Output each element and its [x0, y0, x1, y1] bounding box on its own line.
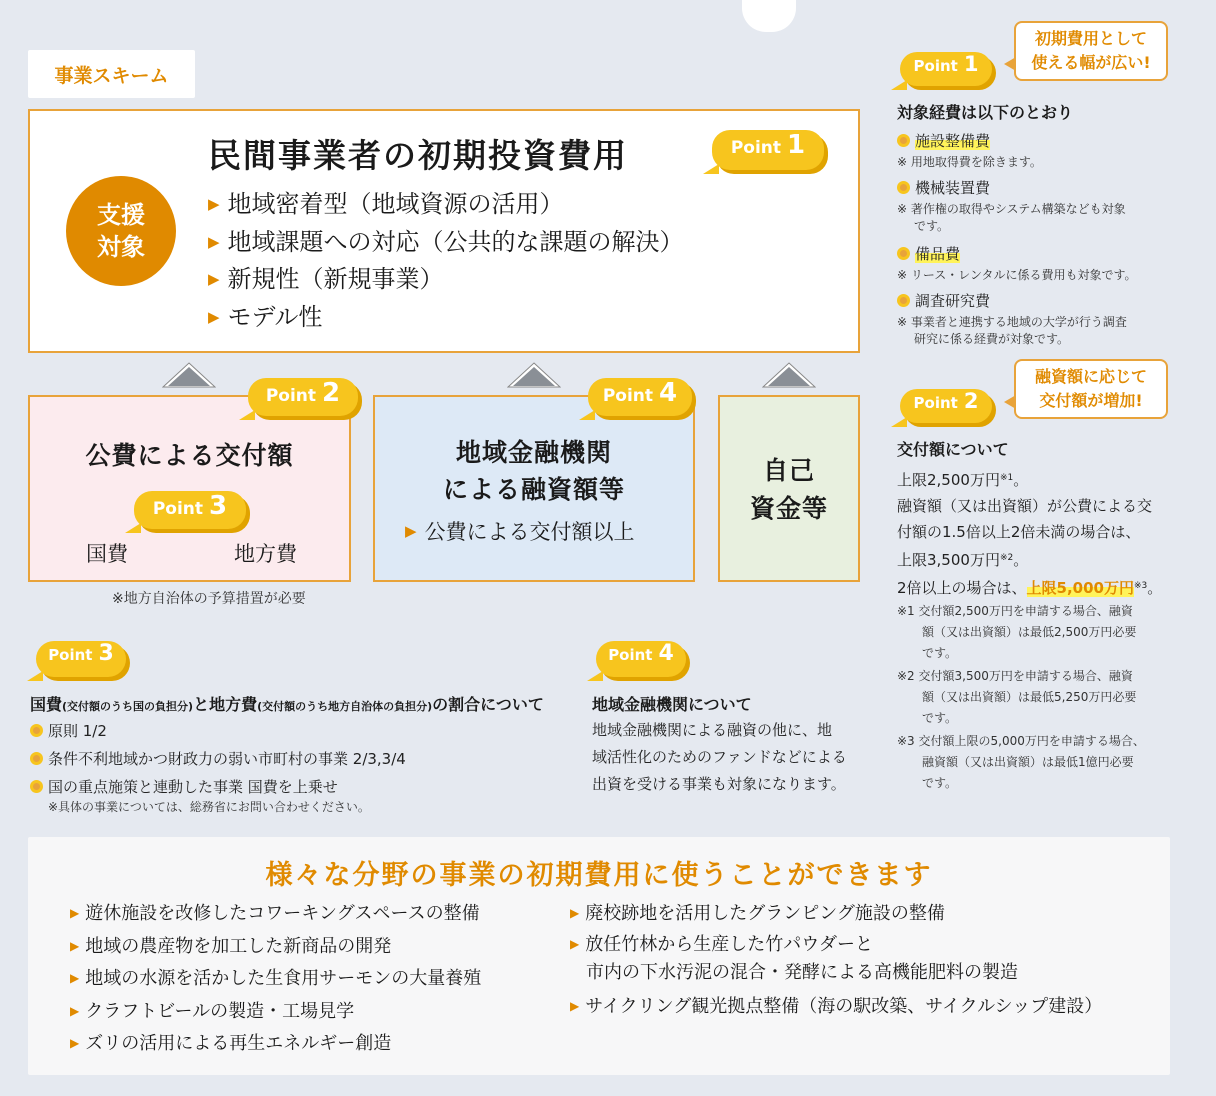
point-badge-4-box: Point 4	[588, 378, 692, 416]
badge-word: Point	[730, 138, 782, 158]
ratio-item: 条件不利地域かつ財政力の弱い市町村の事業 2/3,3/4	[30, 745, 406, 773]
triangle-bullet-icon: ▶	[208, 195, 220, 213]
criteria-item: ▶ 新規性（新規事業）	[208, 265, 444, 293]
dot-bullet-icon	[30, 724, 43, 737]
criteria-item: ▶ 地域課題への対応（公共的な課題の解決）	[208, 227, 684, 256]
examples-title: 様々な分野の事業の初期費用に使うことができます	[265, 860, 933, 891]
point-badge-2-box: Point 2	[248, 378, 358, 416]
dot-bullet-icon	[897, 294, 910, 307]
top-decoration	[742, 0, 796, 32]
point-badge-3-section: Point 3	[36, 641, 126, 677]
public-grant-title: 公費による交付額	[85, 441, 294, 470]
support-target-circle	[66, 176, 176, 286]
example-item: ▶ サイクリング観光拠点整備（海の駅改築、サイクルシップ建設）	[570, 995, 1103, 1017]
grant-amount-heading: 交付額について	[897, 440, 1009, 459]
triangle-bullet-icon: ▶	[405, 522, 417, 540]
example-item: ▶ 廃校跡地を活用したグランピング施設の整備	[570, 903, 945, 924]
triangle-bullet-icon: ▶	[70, 938, 80, 953]
public-grant-box	[28, 395, 351, 582]
scheme-label: 事業スキーム	[28, 50, 195, 98]
triangle-bullet-icon: ▶	[70, 971, 80, 985]
cost-item-facility: 施設整備費 ※ 用地取得費を除きます。	[897, 132, 1042, 169]
ratio-item: 国の重点施策と連動した事業 国費を上乗せ	[30, 773, 406, 801]
cost-item-fixtures: 備品費 ※ リース・レンタルに係る費用も対象です。	[897, 245, 1137, 282]
ratio-list	[30, 717, 406, 801]
example-item: ▶ 地域の水源を活かした生食用サーモンの大量養殖	[70, 968, 482, 989]
point-badge-4-section: Point 4	[596, 641, 686, 677]
callout-grant-increase: 融資額に応じて 交付額が増加!	[1014, 359, 1168, 419]
example-item: ▶ ズリの活用による再生エネルギー創造	[70, 1033, 392, 1054]
example-item: ▶ 地域の農産物を加工した新商品の開発	[70, 935, 392, 957]
own-funds-title: 自己 資金等	[749, 456, 828, 523]
circle-line-1: 支援	[97, 201, 145, 229]
example-item: ▶ クラフトビールの製造・工場見学	[70, 1000, 355, 1022]
finance-item: ▶ 公費による交付額以上	[405, 520, 635, 544]
dot-bullet-icon	[897, 247, 910, 260]
main-title: 民間事業者の初期投資費用	[208, 136, 628, 175]
up-arrow-icon	[507, 362, 561, 388]
dot-bullet-icon	[897, 134, 910, 147]
point3-heading: 国費(交付額のうち国の負担分)と地方費(交付額のうち地方自治体の負担分)の割合について	[30, 695, 544, 714]
badge-number: 1	[787, 130, 806, 160]
budget-note: ※地方自治体の予算措置が必要	[112, 591, 306, 607]
footnote-1: ※1 交付額2,500万円を申請する場合、融資 額（又は出資額）は最低2,500万円必要 です。	[897, 604, 1137, 660]
point-badge-2-right: Point 2	[900, 389, 992, 423]
dot-bullet-icon	[30, 752, 43, 765]
national-expense-label: 国費	[86, 542, 128, 566]
triangle-bullet-icon: ▶	[70, 906, 80, 920]
point-badge-3-box: Point 3	[134, 491, 246, 529]
ministry-note: ※具体の事業については、総務省にお問い合わせください。	[48, 800, 370, 814]
callout-wide-use: 初期費用として 使える幅が広い!	[1014, 21, 1168, 81]
point4-body: 地域金融機関による融資の他に、地 域活性化のためのファンドなどによる 出資を受ける事業も対象になります。	[592, 721, 847, 793]
footnote-2: ※2 交付額3,500万円を申請する場合、融資 額（又は出資額）は最低5,250万円必要 です。	[897, 669, 1137, 725]
cost-item-equipment: 機械装置費 ※ 著作権の取得やシステム構築なども対象 です。	[897, 179, 1126, 233]
example-item: ▶ 放任竹林から生産した竹パウダーと 市内の下水汚泥の混合・発酵による高機能肥料の製造	[570, 933, 1018, 983]
triangle-bullet-icon: ▶	[570, 998, 580, 1013]
triangle-bullet-icon: ▶	[208, 307, 220, 326]
grant-amount-body: 上限2,500万円$^{※1}$。 融資額（又は出資額）が公費による交 付額の1.5倍以上2倍未満の場合は、 上限3,500万円$^{※2}$。 2倍以上の場合は、上限5,000万円$^{※3}$。	[897, 471, 1163, 597]
triangle-bullet-icon: ▶	[208, 270, 220, 288]
target-criteria-list	[208, 186, 684, 336]
criteria-item: ▶ モデル性	[208, 302, 323, 331]
triangle-bullet-icon: ▶	[70, 1036, 80, 1050]
examples-right-list	[570, 897, 1102, 1022]
up-arrow-icon	[162, 362, 216, 388]
up-arrow-icon	[762, 362, 816, 388]
point-badge-1-right: Point 1	[900, 52, 992, 86]
examples-left-list	[70, 897, 481, 1060]
footnote-3: ※3 交付額上限の5,000万円を申請する場合、 融資額（又は出資額）は最低1億円必要 です。	[897, 734, 1145, 790]
example-item: ▶ 遊休施設を改修したコワーキングスペースの整備	[70, 903, 480, 924]
triangle-bullet-icon: ▶	[208, 232, 220, 251]
point4-heading: 地域金融機関について	[592, 695, 752, 714]
circle-line-2: 対象	[97, 233, 145, 261]
dot-bullet-icon	[30, 780, 43, 793]
eligible-costs-heading: 対象経費は以下のとおり	[897, 103, 1074, 122]
local-expense-label: 地方費	[234, 542, 297, 566]
dot-bullet-icon	[897, 181, 910, 194]
triangle-bullet-icon: ▶	[570, 936, 580, 951]
triangle-bullet-icon: ▶	[70, 1003, 80, 1018]
triangle-bullet-icon: ▶	[570, 906, 580, 920]
criteria-item: ▶ 地域密着型（地域資源の活用）	[208, 190, 564, 218]
point-badge-1-main	[712, 130, 824, 170]
ratio-item: 原則 1/2	[30, 717, 406, 745]
cost-item-research: 調査研究費 ※ 事業者と連携する地域の大学が行う調査 研究に係る経費が対象です。	[897, 292, 1127, 346]
regional-finance-title: 地域金融機関 による融資額等	[442, 438, 625, 504]
